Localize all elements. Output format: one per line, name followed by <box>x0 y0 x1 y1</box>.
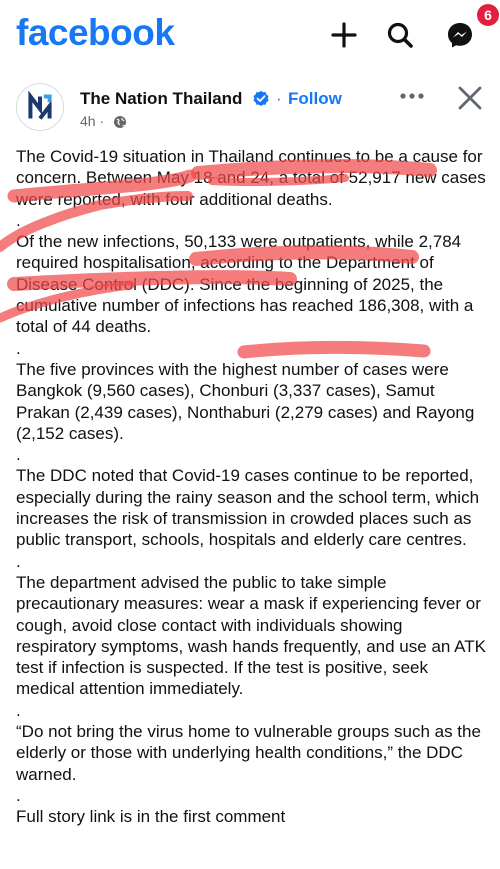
page-name[interactable]: The Nation Thailand <box>80 89 243 108</box>
follow-button[interactable]: Follow <box>288 89 342 108</box>
post-paragraph: The department advised the public to take simple precautionary measures: wear a mask if experiencing fever or cough, avoid close contact with individuals showing respiratory symptoms, wash hands frequently, and use an ATK test if infection is suspected. If the test is positive, seek medical attention immediately. <box>16 572 491 699</box>
post-paragraph: . <box>16 551 21 571</box>
notification-badge: 6 <box>477 4 499 26</box>
messenger-icon[interactable] <box>445 20 475 50</box>
post-paragraph: . <box>16 700 21 720</box>
post-paragraph: . <box>16 210 21 230</box>
more-options-icon[interactable] <box>399 90 425 102</box>
post-paragraph: . <box>16 785 21 805</box>
post-paragraph: Of the new infections, 50,133 were outpatients, while 2,784 required hospitalisation, according to the Department of Disease Control (DDC). Since the beginning of 2025, the cumulative number of infections has reached 186,308, with a total of 44 deaths. <box>16 232 479 337</box>
post-text <box>16 146 491 828</box>
close-icon[interactable] <box>456 84 484 112</box>
verified-badge-icon <box>252 90 270 108</box>
post-paragraph: The five provinces with the highest number of cases were Bangkok (9,560 cases), Chonburi (3,337 cases), Samut Prakan (2,439 cases), Nonthaburi (2,279 cases) and Rayong (2,152 cases). <box>16 359 480 443</box>
page-avatar[interactable] <box>16 83 64 131</box>
post-paragraph: . <box>16 338 21 358</box>
globe-icon <box>113 115 127 129</box>
post-timestamp[interactable]: 4h · <box>80 113 105 129</box>
post-paragraph: “Do not bring the virus home to vulnerable groups such as the elderly or those with underlying health conditions,” the DDC warned. <box>16 722 486 784</box>
post-paragraph: . <box>16 445 21 465</box>
post-header <box>0 78 500 138</box>
top-bar <box>0 0 500 70</box>
facebook-logo[interactable]: facebook <box>16 12 175 53</box>
post-paragraph: The Covid-19 situation in Thailand continues to be a cause for concern. Between May 18 and 24, a total of 52,917 new cases were reported, with four additional deaths. <box>16 147 491 209</box>
search-icon[interactable] <box>385 20 415 50</box>
separator-dot: · <box>276 89 282 108</box>
post-paragraph: Full story link is in the first comment <box>16 807 286 827</box>
plus-icon[interactable] <box>329 20 359 50</box>
post-paragraph: The DDC noted that Covid-19 cases continue to be reported, especially during the rainy season and the school term, which increases the risk of transmission in crowded places such as public transport, schools, hospitals and elderly care centres. <box>16 466 484 550</box>
